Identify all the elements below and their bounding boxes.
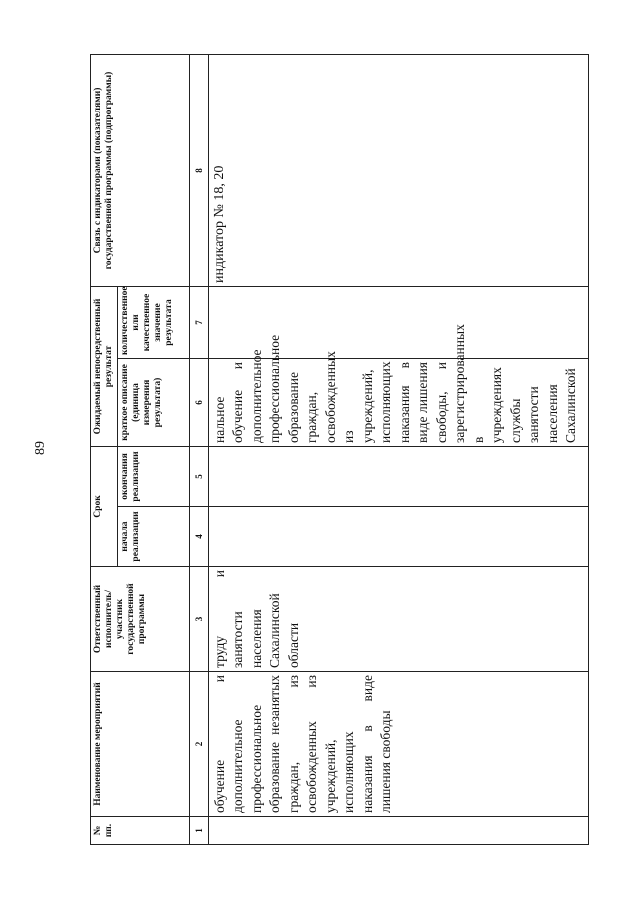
cell-end (208, 447, 588, 507)
column-number: 6 (189, 359, 208, 447)
header-activity-name: Наименование мероприятий (91, 672, 190, 817)
column-number: 8 (189, 55, 208, 287)
header-result-value: количественное или качественное значение результата (117, 287, 189, 359)
cell-start (208, 507, 588, 567)
header-executor: Ответственный исполнитель/ участник государственной программы (91, 567, 190, 672)
header-number: № пп. (91, 817, 190, 845)
header-result-description: краткое описание (единица измерения результата) (117, 359, 189, 447)
cell-result-description: нальное обучение и дополнительное профессиональное образование граждан, освобожденных из учреждений, исполняющих наказания в виде лишения свободы, и зарегистрированных в учреждениях службы занятости населения Сахалинской (208, 359, 588, 447)
header-indicators-link: Связь с индикаторами (показателями) государственной программы (подпрограммы) (91, 55, 190, 287)
cell-indicators-link: индикатор № 18, 20 (208, 55, 588, 287)
column-number: 4 (189, 507, 208, 567)
header-term: Срок (91, 447, 118, 567)
column-number: 2 (189, 672, 208, 817)
header-start: начала реализации (117, 507, 189, 567)
column-number: 3 (189, 567, 208, 672)
table-row (208, 55, 588, 845)
column-number: 5 (189, 447, 208, 507)
header-end: окончания реализации (117, 447, 189, 507)
column-number: 7 (189, 287, 208, 359)
header-expected-result: Ожидаемый непосредственный результат (91, 287, 118, 447)
column-number: 1 (189, 817, 208, 845)
cell-executor: труду и занятости населения Сахалинской области (208, 567, 588, 672)
activities-table (90, 54, 589, 845)
cell-number (208, 817, 588, 845)
page-number: 89 (33, 441, 48, 455)
rotated-table-container (90, 55, 620, 845)
column-number-row (189, 55, 208, 845)
cell-activity-name: обучение и дополнительное профессиональное образование незанятых граждан, из освобожденных из учреждений, исполняющих наказания в виде лишения свободы (208, 672, 588, 817)
cell-result-value (208, 287, 588, 359)
